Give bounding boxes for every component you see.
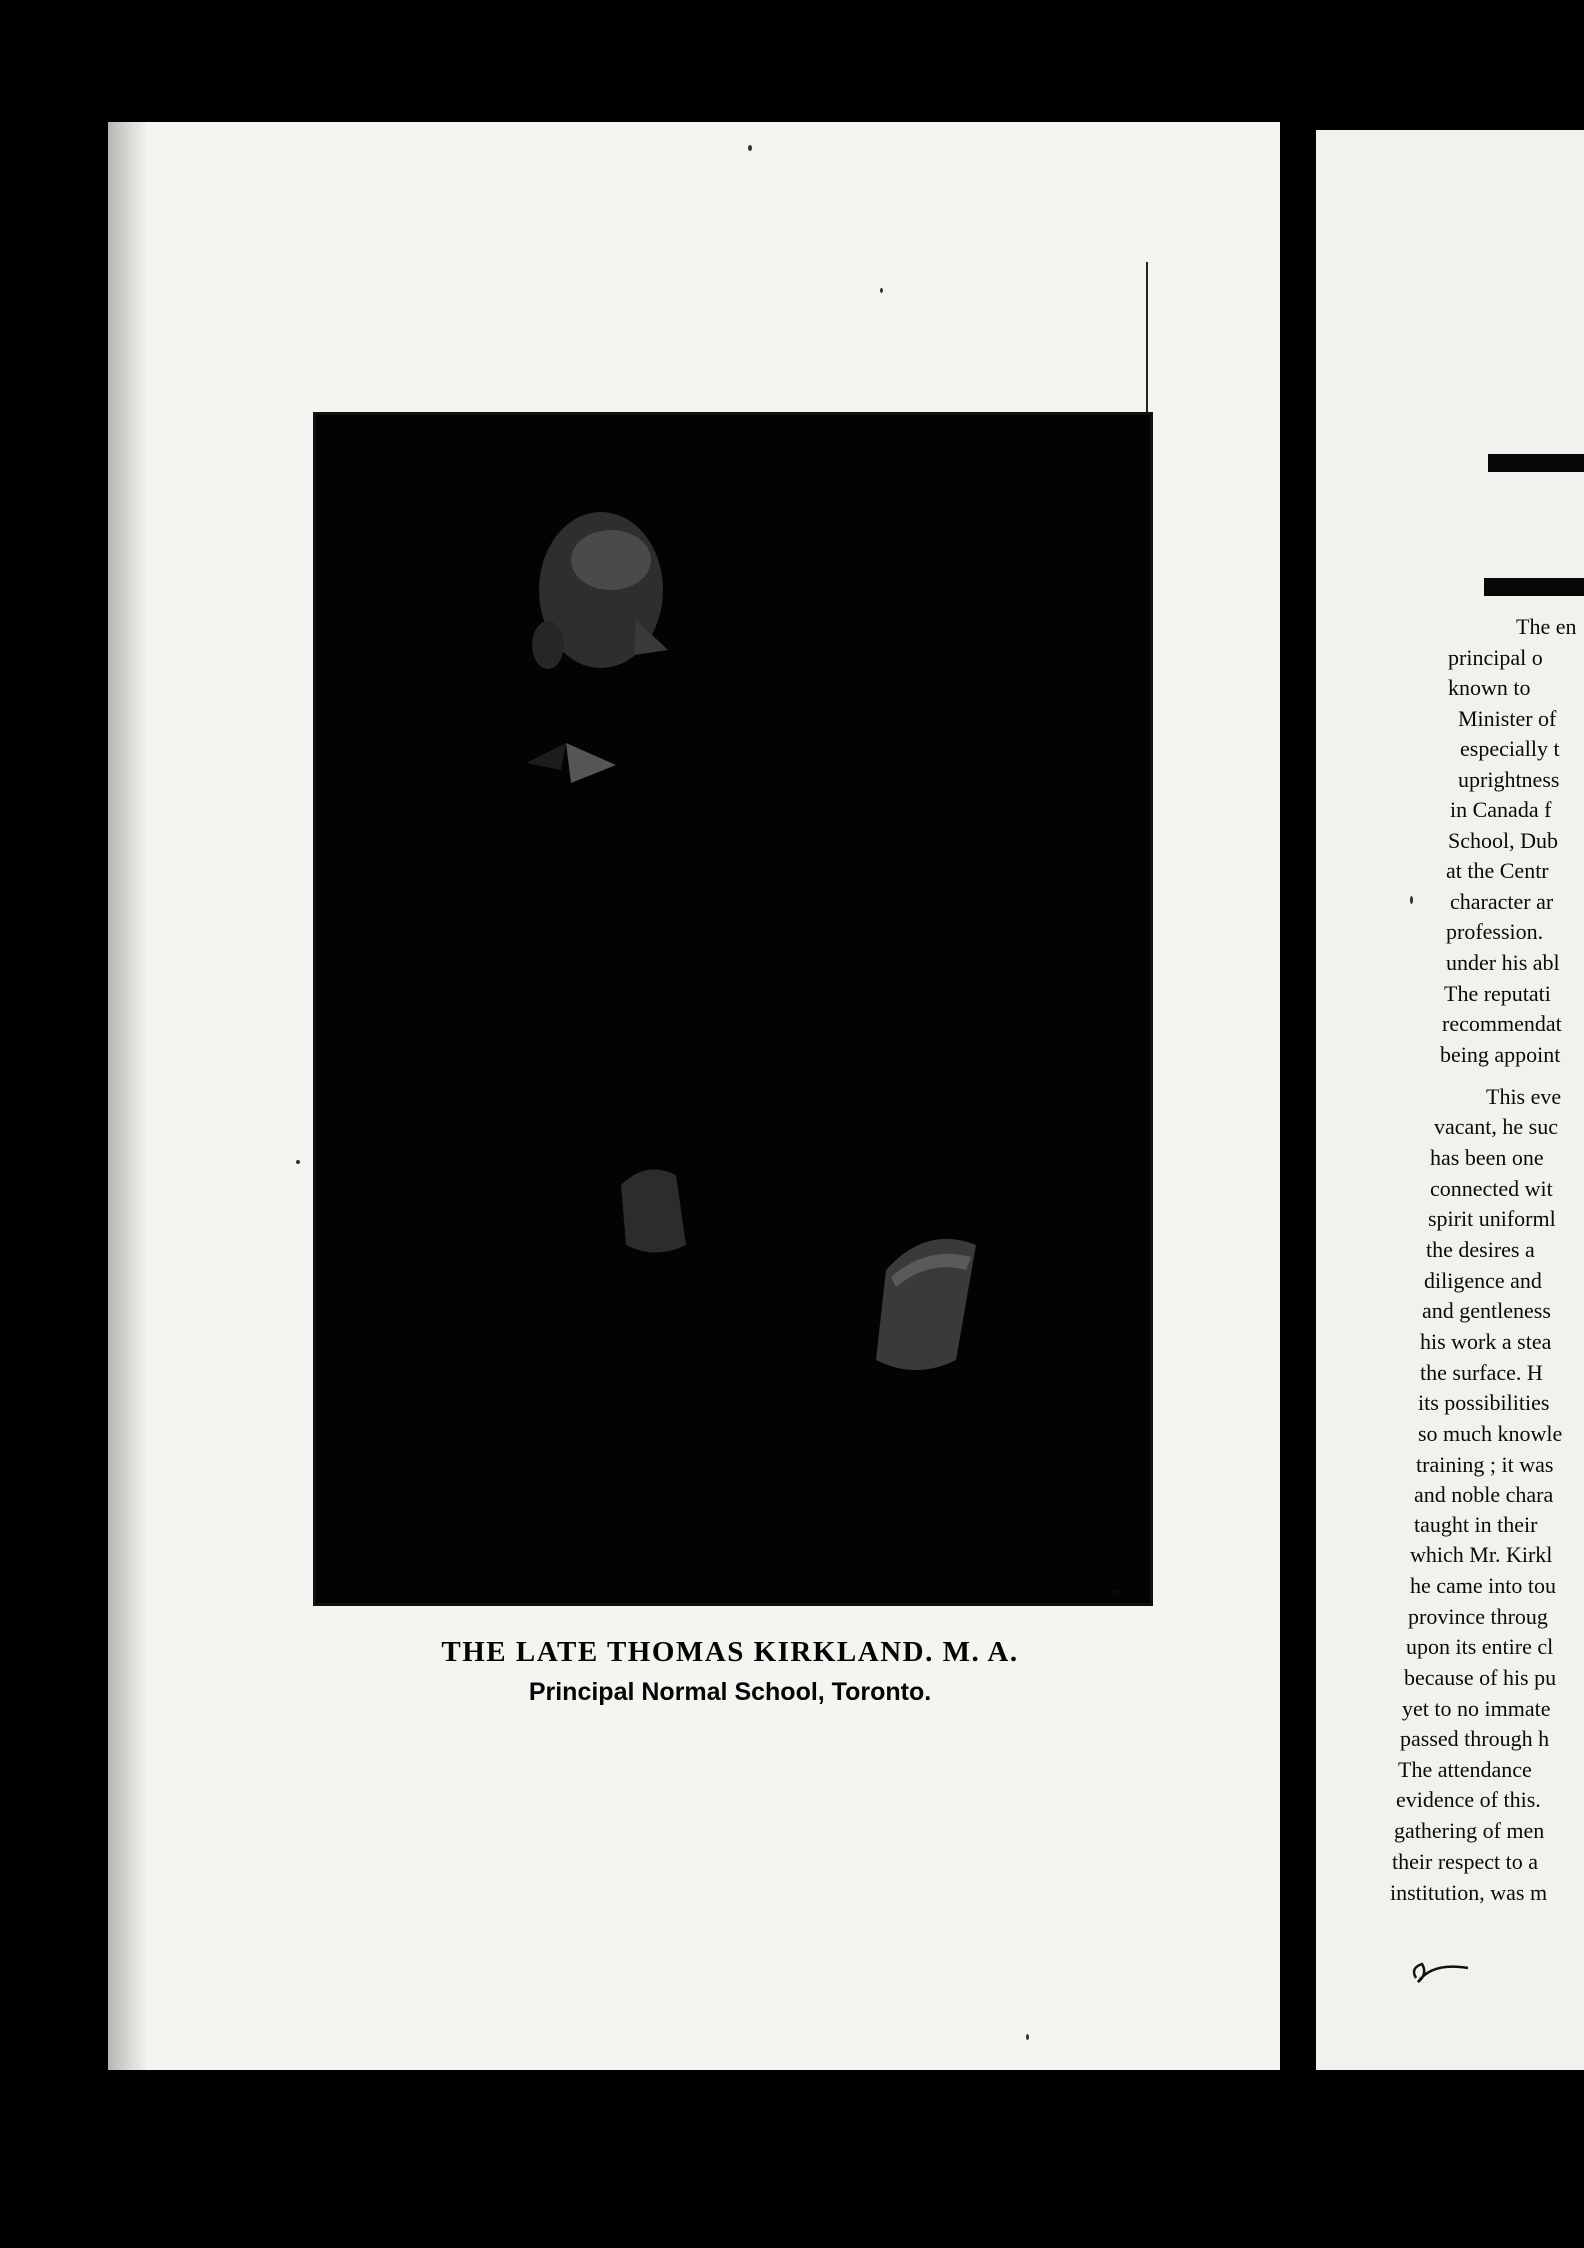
text-line: because of his pu (1404, 1665, 1557, 1690)
text-line: upon its entire cl (1406, 1634, 1554, 1659)
text-line: profession. (1446, 919, 1544, 944)
text-line: and gentleness (1422, 1298, 1551, 1323)
text-line: the desires a (1426, 1237, 1535, 1262)
text-line: taught in their (1414, 1512, 1538, 1537)
text-line: institution, was m (1390, 1880, 1548, 1905)
text-line: under his abl (1446, 950, 1560, 975)
text-line: gathering of men (1394, 1818, 1545, 1843)
text-line: recommendat (1442, 1011, 1562, 1036)
svg-text:· · · · ·: · · · · · (1100, 1588, 1126, 1598)
text-line: evidence of this. (1396, 1787, 1541, 1812)
book-spine-gutter (1280, 110, 1316, 2080)
text-line: training ; it was (1416, 1452, 1554, 1477)
text-line: uprightness (1458, 767, 1560, 792)
scan-speck (1410, 896, 1413, 904)
page-shadow (108, 122, 148, 2070)
text-line: The reputati (1444, 981, 1551, 1006)
heading-rule-bottom (1484, 578, 1584, 596)
heading-rule-top (1488, 454, 1584, 472)
text-line: his work a stea (1420, 1329, 1552, 1354)
text-line: yet to no immate (1402, 1696, 1551, 1721)
photo-caption-name: THE LATE THOMAS KIRKLAND. M. A. (441, 1636, 1019, 1668)
text-line: its possibilities (1418, 1390, 1550, 1415)
text-line: spirit uniforml (1428, 1206, 1556, 1231)
text-line: character ar (1450, 889, 1554, 914)
text-line: School, Dub (1448, 828, 1558, 853)
text-line: diligence and (1424, 1268, 1542, 1293)
text-line: he came into tou (1410, 1573, 1557, 1598)
text-line: The attendance (1398, 1757, 1532, 1782)
text-line: province throug (1408, 1604, 1548, 1629)
text-line: known to (1448, 675, 1531, 700)
text-line: especially t (1460, 736, 1560, 761)
text-line: which Mr. Kirkl (1410, 1542, 1553, 1567)
text-line: This eve (1486, 1084, 1562, 1109)
text-line: being appoint (1440, 1042, 1561, 1067)
portrait-image (316, 415, 1150, 1603)
text-line: Minister of (1458, 706, 1557, 731)
text-line: The en (1516, 614, 1577, 639)
text-line: has been one (1430, 1145, 1544, 1170)
text-line: vacant, he suc (1434, 1114, 1558, 1139)
text-line: their respect to a (1392, 1849, 1538, 1874)
scan-speck (1026, 2034, 1029, 2040)
text-line: and noble chara (1414, 1482, 1554, 1507)
photo-caption-title: Principal Normal School, Toronto. (528, 1678, 932, 1706)
text-line: in Canada f (1450, 797, 1552, 822)
text-line: so much knowle (1418, 1421, 1563, 1446)
scan-speck (748, 145, 752, 151)
portrait-photograph (313, 412, 1153, 1606)
margin-mark (1146, 262, 1148, 422)
text-line: at the Centr (1446, 858, 1549, 883)
ink-mark-icon (1408, 1950, 1478, 1990)
text-line: principal o (1448, 645, 1543, 670)
text-line: passed through h (1400, 1726, 1550, 1751)
text-line: the surface. H (1420, 1360, 1543, 1385)
scan-speck (880, 288, 883, 293)
text-line: connected wit (1430, 1176, 1553, 1201)
scan-speck (296, 1160, 300, 1164)
